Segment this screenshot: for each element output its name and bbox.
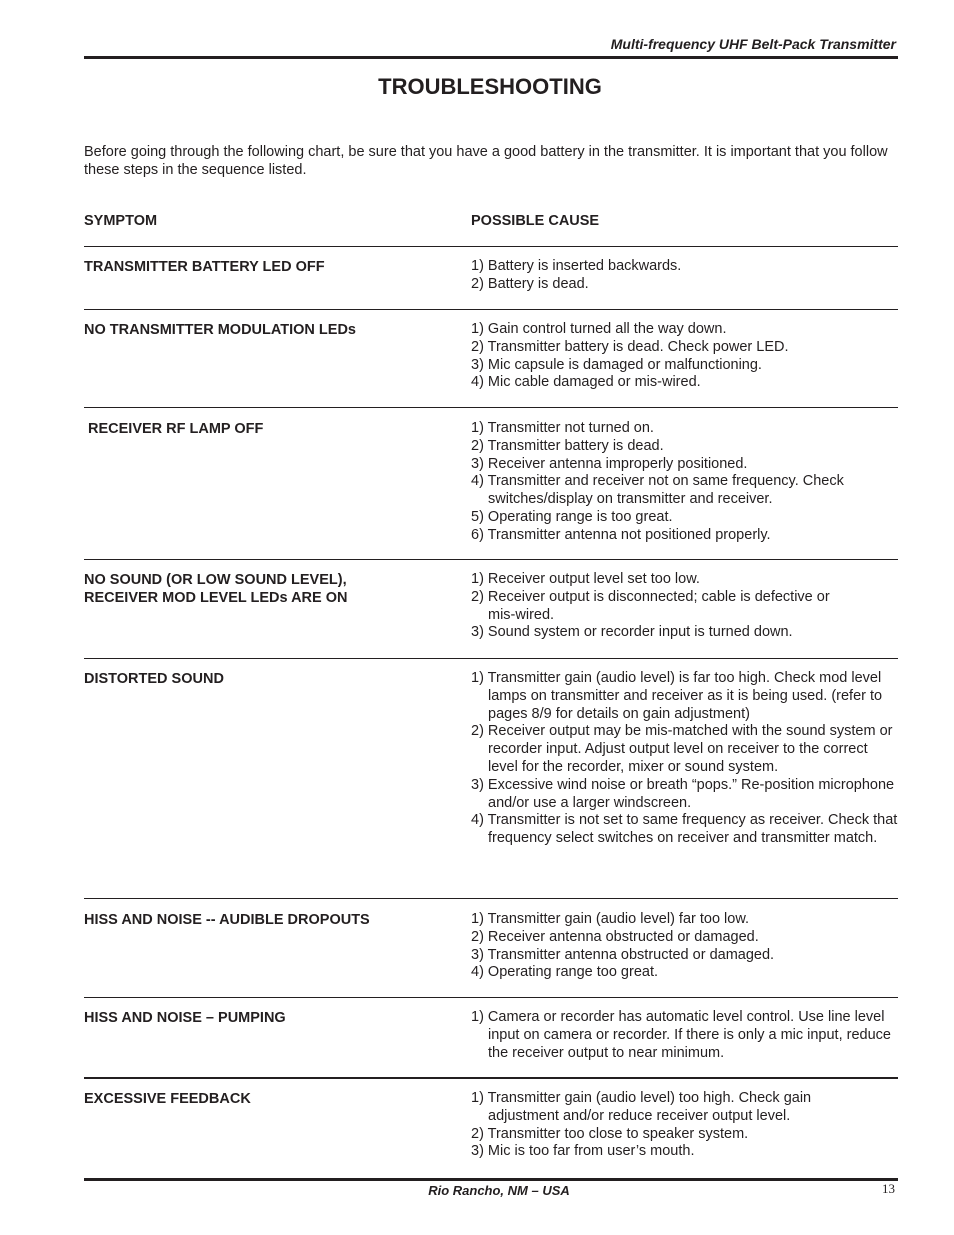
row-symptom: NO TRANSMITTER MODULATION LEDs: [84, 322, 356, 338]
page-number: 13: [882, 1181, 895, 1196]
cause-item: 2) Receiver output may be mis-matched with the sound system or recorder input. Adjust output level on receiver to the correct level for the recorder, mixer or sound system.: [471, 723, 893, 775]
row-causes: [471, 911, 899, 982]
row-causes: [471, 321, 899, 392]
row-symptom: EXCESSIVE FEEDBACK: [84, 1091, 251, 1107]
row-rule: [84, 898, 898, 899]
cause-item: 4) Operating range too great.: [471, 964, 659, 981]
row-symptom: HISS AND NOISE – PUMPING: [84, 1010, 286, 1026]
row-causes: [471, 670, 899, 848]
page-title: TROUBLESHOOTING: [378, 74, 602, 99]
row-symptom: DISTORTED SOUND: [84, 671, 224, 687]
cause-item: 6) Transmitter antenna not positioned properly.: [471, 526, 771, 543]
cause-item: 3) Excessive wind noise or breath “pops.” Re-position microphone and/or use a larger windscreen.: [471, 776, 895, 811]
row-causes: [471, 1090, 881, 1161]
cause-item: 2) Transmitter battery is dead.: [471, 437, 664, 454]
cause-item: 5) Operating range is too great.: [471, 508, 673, 525]
row-causes: [471, 258, 899, 294]
cause-item: 4) Transmitter and receiver not on same frequency. Check switches/display on transmitter and receiver.: [471, 473, 844, 508]
cause-item: 3) Mic is too far from user’s mouth.: [471, 1143, 695, 1160]
cause-item: 1) Transmitter gain (audio level) too high. Check gain adjustment and/or reduce receiver output level.: [471, 1090, 812, 1124]
row-rule: [84, 1077, 898, 1079]
row-rule: [84, 997, 898, 998]
cause-item: 2) Receiver antenna obstructed or damaged.: [471, 928, 759, 945]
cause-item: 3) Transmitter antenna obstructed or damaged.: [471, 946, 775, 963]
row-symptom: HISS AND NOISE -- AUDIBLE DROPOUTS: [84, 912, 370, 928]
cause-item: 2) Transmitter battery is dead. Check power LED.: [471, 338, 789, 355]
header-rule: [84, 246, 898, 247]
cause-item: 1) Battery is inserted backwards.: [471, 258, 682, 274]
row-rule: [84, 309, 898, 310]
row-symptom: TRANSMITTER BATTERY LED OFF: [84, 259, 325, 275]
cause-column-header: POSSIBLE CAUSE: [471, 213, 600, 229]
row-causes: [471, 1009, 899, 1062]
cause-item: 1) Receiver output level set too low.: [471, 571, 700, 587]
row-rule: [84, 407, 898, 408]
cause-item: 3) Receiver antenna improperly positioned.: [471, 455, 748, 472]
cause-item: 1) Transmitter not turned on.: [471, 420, 654, 436]
row-causes: [471, 420, 899, 545]
row-rule: [84, 658, 898, 659]
top-rule: [84, 56, 898, 59]
running-header: Multi-frequency UHF Belt-Pack Transmitter: [610, 36, 896, 52]
row-symptom: RECEIVER RF LAMP OFF: [88, 421, 264, 437]
cause-item: 4) Mic cable damaged or mis-wired.: [471, 374, 701, 391]
intro-paragraph: Before going through the following chart, be sure that you have a good battery in the transmitter. It is important that you follow these steps in the sequence listed.: [84, 144, 888, 178]
footer-location: Rio Rancho, NM – USA: [428, 1183, 570, 1198]
cause-item: 2) Transmitter too close to speaker system.: [471, 1125, 749, 1142]
row-causes: [471, 571, 851, 642]
cause-item: 2) Receiver output is disconnected; cable is defective or mis-wired.: [471, 588, 830, 623]
symptom-column-header: SYMPTOM: [84, 213, 158, 229]
cause-item: 1) Transmitter gain (audio level) far too low.: [471, 911, 750, 927]
row-symptom: NO SOUND (OR LOW SOUND LEVEL), RECEIVER MOD LEVEL LEDs ARE ON: [84, 572, 348, 606]
cause-item: 4) Transmitter is not set to same frequency as receiver. Check that frequency select switches on receiver and transmitter match.: [471, 812, 898, 847]
cause-item: 2) Battery is dead.: [471, 275, 589, 292]
bottom-rule: [84, 1178, 898, 1181]
cause-item: 3) Mic capsule is damaged or malfunctioning.: [471, 356, 762, 373]
cause-item: 1) Gain control turned all the way down.: [471, 321, 727, 337]
cause-item: 1) Camera or recorder has automatic level control. Use line level input on camera or recorder. If there is only a mic input, reduce the receiver output to near minimum.: [471, 1009, 891, 1061]
cause-item: 1) Transmitter gain (audio level) is far too high. Check mod level lamps on transmitter and receiver as it is being used. (refer to pages 8/9 for details on gain adjustment): [471, 670, 883, 722]
row-rule: [84, 559, 898, 560]
cause-item: 3) Sound system or recorder input is turned down.: [471, 624, 793, 641]
